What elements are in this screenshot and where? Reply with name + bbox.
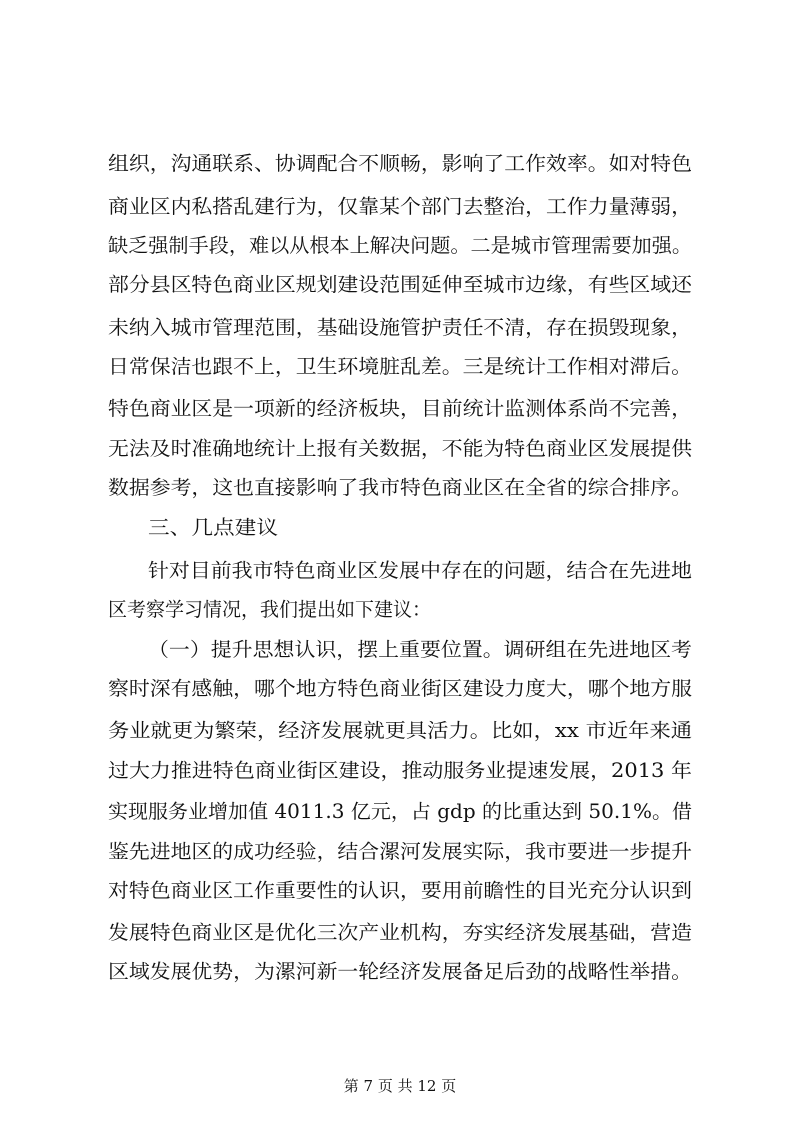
text-line-content: 针对目前我市特色商业区发展中存在的问题，结合在先进地	[148, 559, 692, 582]
text-line-content: 缺乏强制手段，难以从根本上解决问题。二是城市管理需要加强。	[108, 234, 693, 257]
text-line-content: 数据参考，这也直接影响了我市特色商业区在全省的综合排序。	[108, 476, 693, 499]
text-line-content: 实现服务业增加值 4011.3 亿元，占 gdp 的比重达到 50.1%。借	[108, 800, 692, 823]
text-line-content: （一）提升思想认识，摆上重要位置。调研组在先进地区考	[148, 638, 692, 661]
text-line-content: 特色商业区是一项新的经济板块，目前统计监测体系尚不完善，	[108, 397, 693, 420]
section-heading	[0, 516, 800, 556]
text-line	[0, 960, 800, 1000]
text-line-content: 区考察学习情况，我们提出如下建议：	[108, 598, 431, 621]
text-line	[0, 559, 800, 599]
text-line	[0, 759, 800, 799]
text-line	[0, 800, 800, 840]
text-line	[0, 921, 800, 961]
text-line	[0, 719, 800, 759]
text-line	[0, 476, 800, 516]
text-line	[0, 316, 800, 356]
text-line-content: 察时深有感触，哪个地方特色商业街区建设力度大，哪个地方服	[108, 677, 693, 700]
text-line-content: 过大力推进特色商业街区建设，推动服务业提速发展，2013 年	[108, 759, 693, 782]
text-line	[0, 638, 800, 678]
text-line	[0, 195, 800, 235]
text-line-content: 区域发展优势，为漯河新一轮经济发展备足后劲的战略性举措。	[108, 960, 693, 983]
text-line-content: 无法及时准确地统计上报有关数据，不能为特色商业区发展提供	[108, 437, 693, 460]
text-line-content: 鉴先进地区的成功经验，结合漯河发展实际，我市要进一步提升	[108, 840, 693, 863]
text-line	[0, 677, 800, 717]
section-heading-text: 三、几点建议	[148, 516, 279, 539]
text-line	[0, 840, 800, 880]
text-line-content: 商业区内私搭乱建行为，仅靠某个部门去整治，工作力量薄弱，	[108, 195, 693, 218]
text-line-content: 务业就更为繁荣，经济发展就更具活力。比如，xx 市近年来通	[108, 719, 693, 742]
text-line	[0, 879, 800, 919]
text-line	[0, 598, 800, 638]
text-line	[0, 397, 800, 437]
text-line-content: 发展特色商业区是优化三次产业机构，夯实经济发展基础，营造	[108, 921, 693, 944]
text-line	[0, 437, 800, 477]
text-line	[0, 152, 800, 192]
text-line-content: 部分县区特色商业区规划建设范围延伸至城市边缘，有些区域还	[108, 273, 693, 296]
text-line-content: 日常保洁也跟不上，卫生环境脏乱差。三是统计工作相对滞后。	[108, 355, 693, 378]
page-footer	[0, 1076, 800, 1096]
text-line-content: 组织，沟通联系、协调配合不顺畅，影响了工作效率。如对特色	[108, 152, 693, 175]
text-line	[0, 355, 800, 395]
page-number: 第 7 页 共 12 页	[343, 1077, 457, 1095]
text-line	[0, 273, 800, 313]
text-line-content: 对特色商业区工作重要性的认识，要用前瞻性的目光充分认识到	[108, 879, 693, 902]
text-line	[0, 234, 800, 274]
text-line-content: 未纳入城市管理范围，基础设施管护责任不清，存在损毁现象，	[108, 316, 693, 339]
